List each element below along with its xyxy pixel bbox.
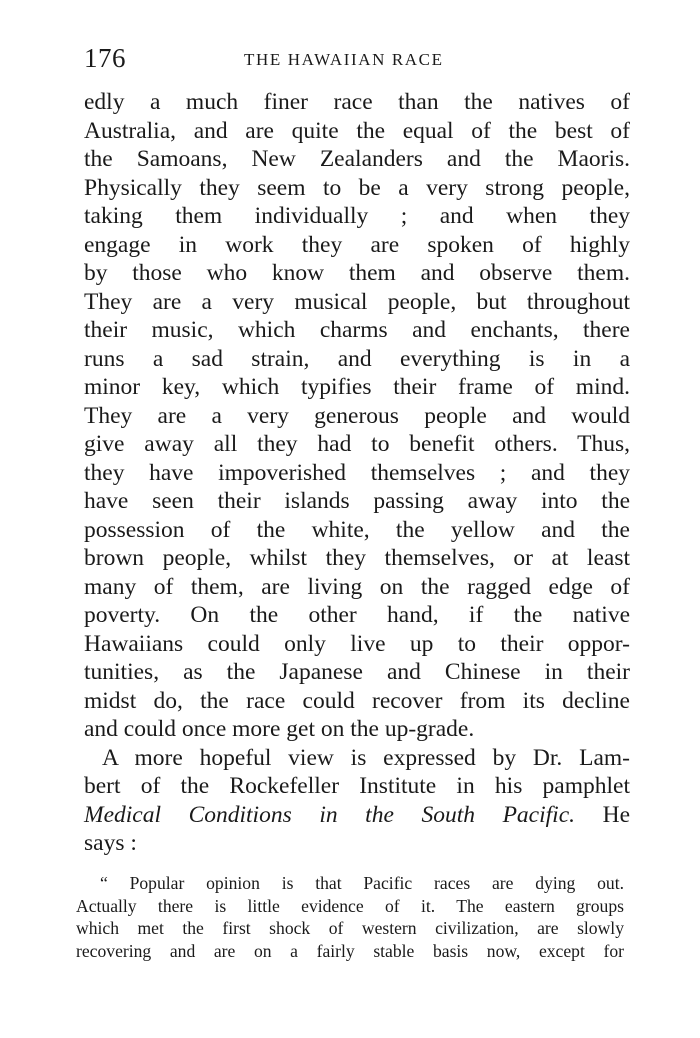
body-line: engage in work they are spoken of highly — [84, 231, 630, 258]
body-line: by those who know them and observe them. — [84, 260, 630, 286]
body-line: runs a sad strain, and everything is in a — [84, 345, 630, 372]
body-line: edly a much finer race than the natives of — [84, 89, 630, 115]
running-title: THE HAWAIIAN RACE — [244, 50, 444, 69]
paragraph-line-with-title — [84, 801, 630, 830]
paragraph-line: bert of the Rockefeller Institute in his pamphlet — [84, 773, 630, 799]
quote-line: which met the first shock of western civilization, are slowly — [76, 918, 624, 938]
body-line: Australia, and are quite the equal of the best of — [84, 117, 630, 144]
block-quote — [76, 872, 624, 962]
quote-line: recovering and are on a fairly stable basis now, except for — [76, 940, 624, 961]
quote-line: “ Popular opinion is that Pacific races are dying out. — [100, 873, 624, 893]
body-line: many of them, are living on the ragged edge of — [84, 573, 630, 600]
body-line: minor key, which typifies their frame of mind. — [84, 374, 630, 400]
body-line: They are a very musical people, but throughout — [84, 288, 630, 315]
body-line: possession of the white, the yellow and the — [84, 516, 630, 543]
body-line: midst do, the race could recover from its decline — [84, 687, 630, 714]
body-line: poverty. On the other hand, if the native — [84, 602, 630, 628]
paragraph-line-tail: He — [602, 801, 631, 828]
quote-line: Actually there is little evidence of it. The eastern groups — [76, 895, 624, 916]
body-line: their music, which charms and enchants, there — [84, 317, 630, 343]
body-line: brown people, whilst they themselves, or at least — [84, 545, 630, 571]
paragraph-line: says : — [84, 830, 137, 856]
body-line: and could once more get on the up-grade. — [84, 716, 475, 742]
body-line: taking them individually ; and when they — [84, 203, 630, 229]
pamphlet-title: Medical Conditions in the South Pacific. — [84, 801, 576, 828]
body-line: give away all they had to benefit others. Thus, — [84, 431, 630, 457]
running-head — [84, 40, 630, 80]
body-line: they have impoverished themselves ; and they — [84, 459, 630, 486]
body-line: They are a very generous people and would — [84, 402, 630, 429]
body-line: have seen their islands passing away into the — [84, 488, 630, 514]
body-line: Hawaiians could only live up to their oppor- — [84, 630, 630, 657]
paragraph-line: A more hopeful view is expressed by Dr. Lam- — [102, 744, 630, 771]
body-text — [84, 88, 630, 858]
body-line: tunities, as the Japanese and Chinese in their — [84, 659, 630, 685]
page-number: 176 — [84, 43, 126, 73]
body-line: the Samoans, New Zealanders and the Maoris. — [84, 146, 630, 172]
body-line: Physically they seem to be a very strong people, — [84, 174, 630, 201]
